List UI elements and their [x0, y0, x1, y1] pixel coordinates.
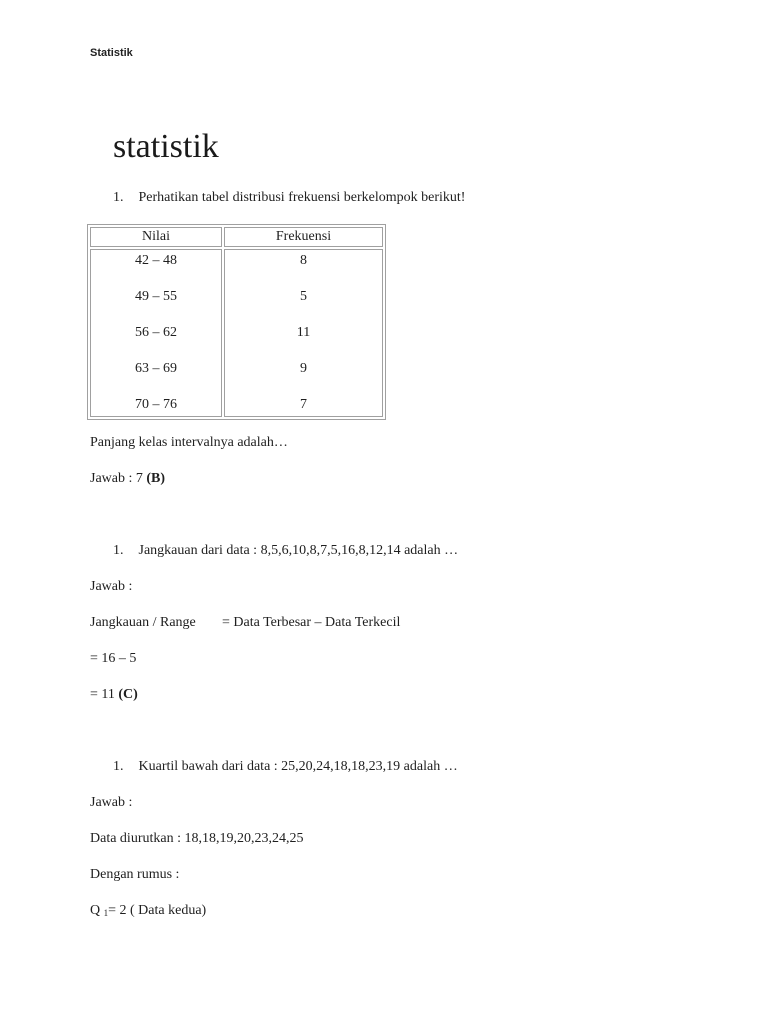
frekuensi-column: [224, 249, 383, 417]
nilai-column: [90, 249, 222, 417]
result-choice: (C): [118, 687, 138, 702]
q-rest: = 2 ( Data kedua): [108, 903, 207, 918]
question-2-result: [90, 687, 138, 703]
page-title: statistik: [113, 128, 219, 165]
question-1-answer: [90, 471, 165, 487]
q-subscript: 1: [103, 908, 109, 918]
question-3-jawab: Jawab :: [90, 795, 133, 810]
question-2: [113, 543, 458, 559]
q-label: Q: [90, 903, 104, 918]
question-1: [113, 190, 465, 206]
question-3-rumus: Dengan rumus :: [90, 867, 180, 882]
question-3-q1: [90, 903, 206, 919]
answer-text: Jawab : 7: [90, 471, 147, 486]
frekuensi-cell: 8: [300, 253, 307, 268]
frequency-table: [87, 224, 386, 420]
nilai-cell: 63 – 69: [135, 361, 177, 376]
question-3: [113, 759, 458, 775]
result-text: = 11: [90, 687, 119, 702]
nilai-cell: 42 – 48: [135, 253, 177, 268]
question-1-prompt: Panjang kelas intervalnya adalah…: [90, 435, 288, 450]
table-header-frekuensi: Frekuensi: [224, 227, 383, 247]
formula-right: = Data Terbesar – Data Terkecil: [222, 615, 401, 630]
question-2-jawab: Jawab :: [90, 579, 133, 594]
nilai-cell: 56 – 62: [135, 325, 177, 340]
question-1-number: 1.: [113, 190, 124, 205]
answer-choice: (B): [146, 471, 166, 486]
question-2-number: 1.: [113, 543, 124, 558]
question-3-sorted: Data diurutkan : 18,18,19,20,23,24,25: [90, 831, 304, 846]
frekuensi-cell: 7: [300, 397, 307, 412]
nilai-cell: 49 – 55: [135, 289, 177, 304]
question-3-number: 1.: [113, 759, 124, 774]
running-header: Statistik: [90, 47, 133, 59]
question-2-text: Jangkauan dari data : 8,5,6,10,8,7,5,16,8,12,14 adalah …: [138, 543, 459, 558]
frekuensi-cell: 11: [296, 325, 311, 340]
frekuensi-cell: 5: [300, 289, 307, 304]
question-3-text: Kuartil bawah dari data : 25,20,24,18,18,23,19 adalah …: [138, 759, 458, 774]
nilai-cell: 70 – 76: [135, 397, 177, 412]
formula-left: Jangkauan / Range: [90, 615, 196, 630]
table-header-nilai: Nilai: [90, 227, 222, 247]
question-1-text: Perhatikan tabel distribusi frekuensi berkelompok berikut!: [138, 190, 466, 205]
frekuensi-cell: 9: [300, 361, 307, 376]
question-2-step: = 16 – 5: [90, 651, 137, 666]
question-2-formula: [90, 615, 400, 631]
